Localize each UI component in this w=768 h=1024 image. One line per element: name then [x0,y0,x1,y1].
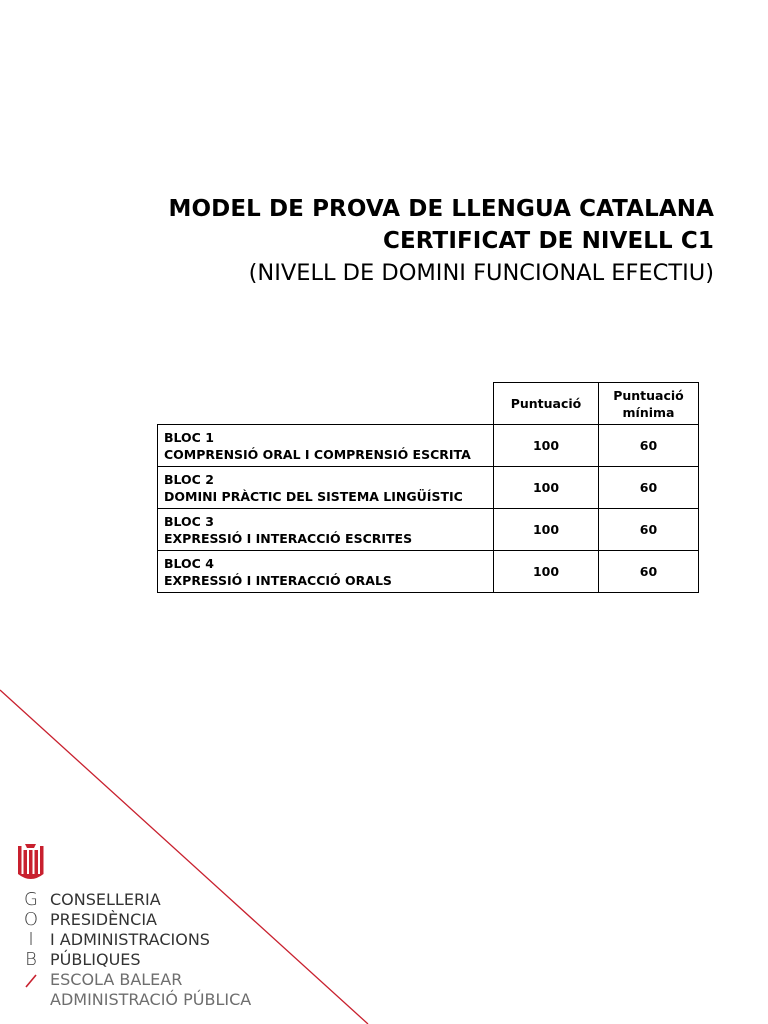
header-min-score: Puntuació mínima [599,383,699,425]
min-score-cell: 60 [599,509,699,551]
block-cell: BLOC 2 DOMINI PRÀCTIC DEL SISTEMA LINGÜÍSTIC [158,467,494,509]
table-row [158,425,699,467]
min-score-cell: 60 [599,425,699,467]
min-score-cell: 60 [599,551,699,593]
logo-text-line5: ESCOLA BALEAR [50,970,183,989]
block-cell: BLOC 3 EXPRESSIÓ I INTERACCIÓ ESCRITES [158,509,494,551]
document-title-line1: MODEL DE PROVA DE LLENGUA CATALANA [168,196,714,222]
logo-letter-o: O [23,909,39,930]
table-row [158,467,699,509]
logo-text-line2: PRESIDÈNCIA [50,910,157,929]
scores-table [157,382,699,593]
table-row [158,509,699,551]
header-score: Puntuació [494,383,599,425]
document-title-block [74,193,714,289]
logo-letter-g: G [24,889,38,910]
logo-text-line6: ADMINISTRACIÓ PÚBLICA [50,990,252,1009]
logo-text [50,890,251,1010]
document-title-line2: CERTIFICAT DE NIVELL C1 [382,228,714,254]
logo-text-line4: PÚBLIQUES [50,950,141,969]
score-cell: 100 [494,425,599,467]
block-cell: BLOC 1 COMPRENSIÓ ORAL I COMPRENSIÓ ESCRITA [158,425,494,467]
logo-letters [21,890,41,990]
document-subtitle: (NIVELL DE DOMINI FUNCIONAL EFECTIU) [248,260,714,286]
table-header-empty-cell [158,383,494,425]
logo-letter-i: I [28,929,34,950]
block-cell: BLOC 4 EXPRESSIÓ I INTERACCIÓ ORALS [158,551,494,593]
goib-logo [15,840,275,1015]
table-header-row [158,383,699,425]
min-score-cell: 60 [599,467,699,509]
table-row [158,551,699,593]
coat-of-arms-icon [16,842,46,882]
score-cell: 100 [494,509,599,551]
logo-letter-b: B [25,949,37,970]
logo-text-line3: I ADMINISTRACIONS [50,930,210,949]
logo-text-line1: CONSELLERIA [50,890,161,909]
score-cell: 100 [494,467,599,509]
slash-mark-icon [21,970,41,990]
score-cell: 100 [494,551,599,593]
